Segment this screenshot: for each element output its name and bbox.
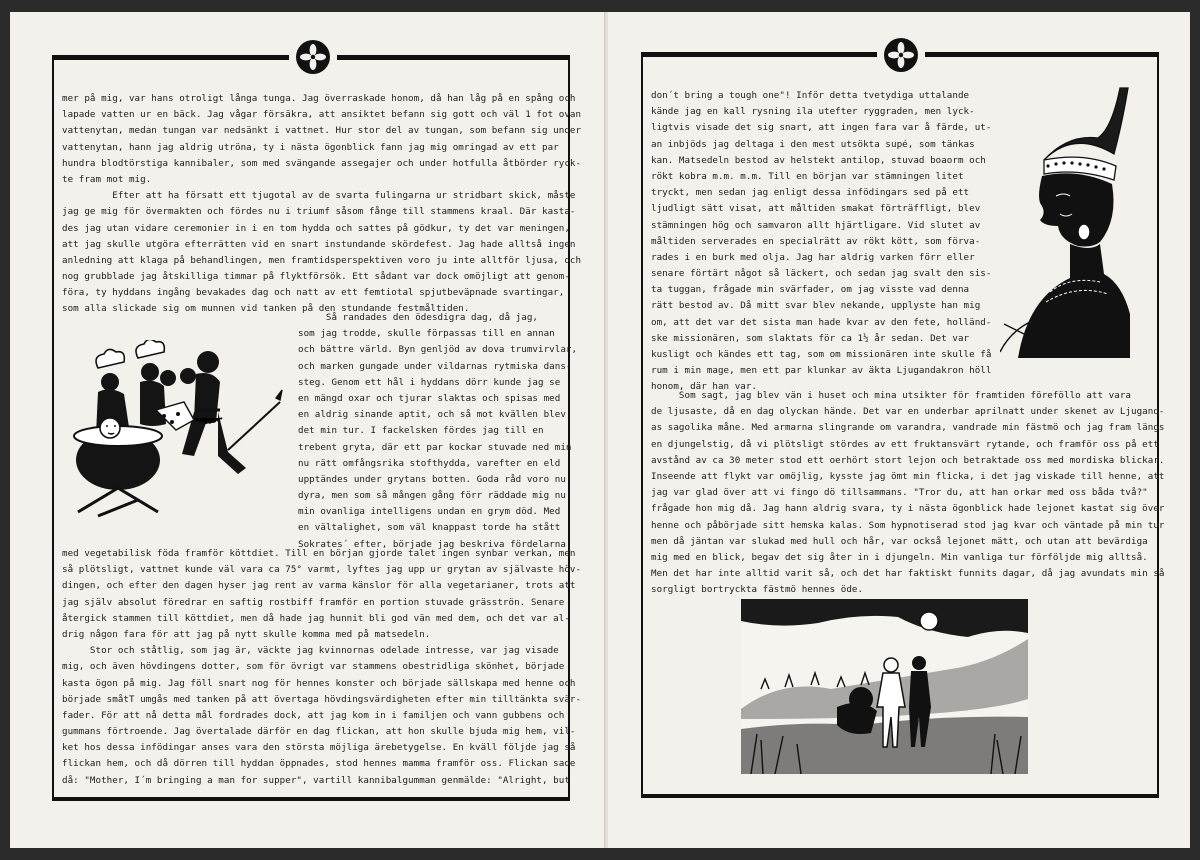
text-line: drig någon fara för att jag på nytt skulle komma med på matsedeln.: [62, 628, 431, 640]
text-line: anledning att klaga på behandlingen, men framtidsperspektiven voro ju inte alltför ljusa, och: [62, 254, 582, 266]
text-line: började småtT umgås med tanken på att övertaga hövdingsvärdigheten efter min tilltänkta svär-: [62, 693, 582, 705]
text-line: kan. Matsedeln bestod av helstekt antilop, stuvad boaorm och: [651, 154, 986, 166]
text-line: som jag trodde, skulle förpassas till en annan: [298, 328, 555, 340]
text-line: hundra blodtörstiga kannibaler, som med svängande assegajer och under hotfulla åtbörder ryck-: [62, 157, 582, 169]
text-line: Sokrates´ efter, började jag beskriva fördelarna: [298, 538, 566, 550]
text-line: an inbjöds jag deltaga i den mest utsökta supé, som tänkas: [651, 138, 975, 150]
text-line: rades i en burk med olja. Jag har aldrig varken förr eller: [651, 251, 975, 263]
text-line: så plötsligt, vattnet kunde väl vara ca 75° varmt, lyftes jag upp ur grytan av självaste höv-: [62, 564, 582, 576]
text-line: återgick stammen till köttdiet, men då hade jag hunnit bli god vän med dem, och det var al-: [62, 612, 570, 624]
text-line: de ljusaste, då en dag olyckan hände. Det var en underbar aprilnatt under skenet av Ljugand-: [651, 406, 1165, 418]
text-line: och marken gungade under vildarnas rytmiska dans-: [298, 360, 572, 372]
text-line: då: "Mother, I´m bringing a man for supper", vartill kannibalgumman genmälde: "Alright, but: [62, 774, 570, 786]
text-line: en mängd oxar och tjurar slaktas och spisas med: [298, 392, 561, 404]
text-line: trebent gryta, där ett par kockar stuvade ned min: [298, 441, 572, 453]
text-line: ligtvis visade det sig snart, att ingen fara var å färde, ut-: [651, 122, 992, 134]
text-line: mig med en blick, begav det sig åter in i djungeln. Min vanliga tur förföljde mig alltså.: [651, 551, 1148, 563]
right-body-text-bottom: [651, 388, 1164, 598]
text-line: gummans förtroende. Jag övertalade därför en dag flickan, att hon skulle bjuda mig hem, vil-: [62, 726, 576, 738]
text-line: steg. Genom ett hål i hyddans dörr kunde jag se: [298, 376, 561, 388]
text-line: jag var glad över att vi fingo dö tillsammans. "Tror du, att han orkar med oss båda två?": [651, 487, 1148, 499]
text-line: rätt bestod av. Då mitt svar blev nekande, upplyste han mig: [651, 300, 981, 312]
right-body-text-top: [651, 88, 991, 396]
text-line: frågade hon mig då. Jag hann aldrig svara, ty i nästa ögonblick hade lejonet kastat sig över: [651, 503, 1165, 515]
text-line: tryckt, men sedan jag enligt dessa infödingars sed på ett: [651, 187, 970, 199]
text-line: don´t bring a tough one"! Inför detta tvetydiga uttalande: [651, 90, 970, 101]
text-line: med vegetabilisk föda framför köttdiet. Till en början gjorde talet ingen synbar verkan, men: [62, 548, 576, 559]
text-line: honom, där han var.: [651, 381, 758, 393]
left-body-text-top: [62, 91, 581, 318]
left-body-text-beside-illustration: [298, 310, 577, 553]
text-line: en djungelstig, då vi plötsligt stördes av ett fruktansvärt rytande, och framför oss på ett: [651, 438, 1159, 450]
text-line: fader. För att nå detta mål fordrades dock, att jag kom in i familjen och vann gubbens och: [62, 709, 565, 721]
text-line: flickan hem, och då dörren till hyddan öppnades, stod hennes mamma framför oss. Flickan sade: [62, 758, 576, 770]
african-woman-portrait-illustration: [1000, 84, 1130, 358]
text-line: kasta ögon på mig. Jag föll snart nog för hennes konster och började sällskapa med henne och: [62, 677, 576, 689]
text-line: senare förtärt något så läckert, och sedan jag svalt den sis-: [651, 268, 992, 280]
text-line: och bättre värld. Byn genljöd av dova trumvirvlar,: [298, 344, 578, 356]
text-line: mer på mig, var hans otroligt långa tunga. Jag överraskade honom, då han låg på en spång och: [62, 93, 576, 104]
right-footer-rule: [641, 794, 1159, 798]
text-line: kusligt och kändes ett tag, som om missionären inte skulle få: [651, 349, 992, 360]
text-line: ljudligt sätt visat, att måltiden smakat förträffligt, blev: [651, 203, 981, 215]
text-line: måltiden serverades en specialrätt av rökt kött, som förva-: [651, 235, 981, 247]
text-line: upptändes under grytans botten. Goda råd voro nu: [298, 473, 566, 485]
text-line: om, att det var det sista man hade kvar av den fete, holländ-: [651, 316, 992, 328]
moonlit-jungle-lion-illustration: [741, 599, 1028, 774]
text-line: kände jag en kall rysning ila utefter ryggraden, men lyck-: [651, 106, 975, 118]
text-line: stämningen hög och samvaron allt hjärtligare. Vid slutet av: [651, 219, 981, 231]
text-line: des jag utan vidare ceremonier in i en tom hydda och sattes på gödkur, ty det var meningen,: [62, 222, 570, 234]
text-line: nu rätt omfångsrika stofthydda, varefter en eld: [298, 457, 561, 469]
left-body-text-bottom: [62, 546, 581, 789]
text-line: ske missionären, som slaktats för ca 1½ år sedan. Det var: [651, 332, 970, 344]
text-line: Som sagt, jag blev vän i huset och mina utsikter för framtiden föreföllo att vara: [651, 390, 1131, 401]
text-line: te fram mot mig.: [62, 173, 152, 185]
text-line: nog grubblade jag åtskilliga timmar på flyktförsök. Ett sådant var dock omöjligt att genom-: [62, 271, 570, 283]
text-line: rum i min mage, men ett par klunkar av äkta Ljugandakron höll: [651, 365, 992, 377]
cannibal-cooking-pot-illustration: [68, 340, 288, 520]
text-line: jag själv absolut föredrar en saftig rostbiff framför en portion stuvade gräsströn. Senare: [62, 596, 565, 608]
text-line: Stor och ståtlig, som jag är, väckte jag kvinnornas odelade intresse, var jag visade: [62, 645, 559, 657]
text-line: min ovanliga intelligens undan en grym död. Med: [298, 506, 561, 518]
text-line: Inseende att flykt var omöjlig, kysste jag ömt min flicka, i det jag viskade till henne, att: [651, 470, 1165, 482]
text-line: sorgligt bortryckta fästmö hennes öde.: [651, 584, 864, 596]
text-line: vattenytan, hann jag aldrig utröna, ty i nästa ögonblick fann jag mig omringad av ett par: [62, 141, 559, 153]
text-line: rökt kobra m.m. m.m. Till en början var stämningen litet: [651, 170, 964, 182]
text-line: henne och påbörjade sitt hemska kalas. Som hypnotiserad stod jag kvar och väntade på min tur: [651, 519, 1165, 531]
text-line: som alla slickade sig om munnen vid tanken på den stundande festmåltiden.: [62, 303, 470, 315]
text-line: en vältalighet, som väl knappast torde ha stått: [298, 522, 561, 534]
text-line: lapade vatten ur en bäck. Jag vågar försäkra, att ansiktet befann sig gott och väl 1 fot ovan: [62, 109, 582, 121]
text-line: ket hos dessa infödingar anses vara den största möjliga ärebetygelse. En kväll följde jag så: [62, 742, 576, 754]
text-line: mig, och även hövdingens dotter, som för övrigt var stammens obestridliga skönhet, började: [62, 661, 565, 673]
text-line: dyra, men som så mången gång förr räddade mig nu: [298, 490, 566, 502]
text-line: att jag skulle utgöra efterrätten vid en snart instundande skördefest. Jag hade alltså ingen: [62, 238, 576, 250]
text-line: jag ge mig för övermakten och fördes nu i triumf såsom fånge till stammens kraal. Där kasta-: [62, 206, 576, 218]
text-line: föra, ty hyddans ingång bevakades dag och natt av ett femtiotal spjutbeväpnade svartingar,: [62, 287, 565, 299]
text-line: vattenytan, medan tungan var nedsänkt i vattnet. Hur stor del av tungan, som befann sig under: [62, 125, 582, 137]
text-line: as sagolika måne. Med armarna slingrande om varandra, vandrade min fästmö och jag fram längs: [651, 422, 1165, 434]
text-line: det min tur. I fackelsken fördes jag till en: [298, 425, 544, 437]
text-line: Efter att ha försatt ett tjugotal av de svarta fulingarna ur stridbart skick, måste: [62, 190, 576, 202]
text-line: men då jäntan var slukad med hull och hår, var också lejonet mätt, och utan att bevärdiga: [651, 535, 1148, 547]
text-line: dingen, och efter den dagen hyser jag rent av varma känslor för alla vegetarianer, trots att: [62, 580, 576, 592]
left-footer-rule: [52, 797, 570, 801]
text-line: Så randades den ödesdigra dag, då jag,: [298, 312, 538, 323]
text-line: Men det har inte alltid varit så, och det har faktiskt funnits dagar, då jag avundats min så: [651, 568, 1165, 580]
text-line: ta tuggan, frågade min svärfader, om jag visste vad denna: [651, 284, 970, 296]
text-line: avstånd av ca 30 meter stod ett oerhört stort lejon och betraktade oss med mordiska blickar.: [651, 454, 1165, 466]
text-line: en aldrig sinande aptit, och så mot kvällen blev: [298, 409, 566, 421]
